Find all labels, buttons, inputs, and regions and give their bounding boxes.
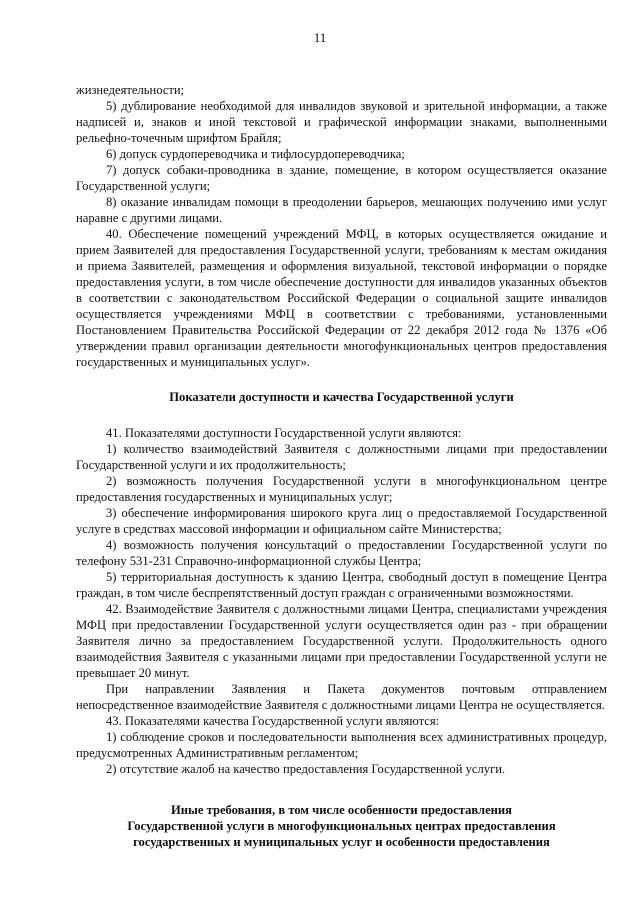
paragraph-item-8: 8) оказание инвалидам помощи в преодолении барьеров, мешающих получению ими услуг наравне с другими лицами. bbox=[76, 195, 607, 225]
section-heading-access-quality: Показатели доступности и качества Государственной услуги bbox=[169, 390, 514, 404]
paragraph-42-postal: При направлении Заявления и Пакета документов почтовым отправлением непосредственное взаимодействие Заявителя с должностными лицами Центра не осуществляется. bbox=[76, 682, 607, 712]
heading-line: Иные требования, в том числе особенности предоставления bbox=[171, 803, 512, 817]
paragraph-43: 43. Показателями качества Государственной услуги являются: bbox=[106, 714, 440, 728]
heading-line: государственных и муниципальных услуг и особенности предоставления bbox=[133, 835, 550, 849]
paragraph-42: 42. Взаимодействие Заявителя с должностными лицами Центра, специалистами учреждения МФЦ при предоставлении Государственной услуги осуществляется один раз - при обращении Заявителя лично за предоставлением Государственной услуги. Продолжительность одного взаимодействия Заявителя с указанными лицами при предоставлении Государственной услуги не превышает 20 минут. bbox=[76, 602, 607, 680]
heading-line: Государственной услуги в многофункциональных центрах предоставления bbox=[127, 819, 556, 833]
paragraph-41: 41. Показателями доступности Государственной услуги являются: bbox=[106, 426, 462, 440]
paragraph-41-item-2: 2) возможность получения Государственной услуги в многофункциональном центре предоставления государственных и муниципальных услуг; bbox=[76, 474, 607, 504]
paragraph-continuation: жизнедеятельности; bbox=[76, 83, 185, 97]
paragraph-40: 40. Обеспечение помещений учреждений МФЦ, в которых осуществляется ожидание и прием Заявителей для предоставления Государственной услуги, требованиям к местам ожидания и приема Заявителей, размещения и оформления визуальной, текстовой информации о порядке предоставления услуги, в том числе обеспечение доступности для инвалидов указанных объектов в соответствии с законодательством Российской Федерации о социальной защите инвалидов осуществляется учреждениями МФЦ в соответствии с требованиями, установленными Постановлением Правительства Российской Федерации от 22 декабря 2012 года № 1376 «Об утверждении правил организации деятельности многофункциональных центров предоставления государственных и муниципальных услуг». bbox=[76, 227, 607, 369]
paragraph-item-6: 6) допуск сурдопереводчика и тифлосурдопереводчика; bbox=[106, 147, 405, 161]
document-body bbox=[76, 82, 607, 850]
paragraph-43-item-2: 2) отсутствие жалоб на качество предоставления Государственной услуги. bbox=[106, 762, 506, 776]
paragraph-item-7: 7) допуск собаки-проводника в здание, помещение, в котором осуществляется оказание Государственной услуги; bbox=[76, 163, 607, 193]
paragraph-item-5: 5) дублирование необходимой для инвалидов звуковой и зрительной информации, а также надписей и, знаков и иной текстовой и графической информации знаками, выполненными рельефно-точечным шрифтом Брайля; bbox=[76, 99, 607, 145]
section-heading-other-requirements bbox=[76, 802, 607, 850]
paragraph-41-item-3: 3) обеспечение информирования широкого круга лиц о предоставляемой Государственной услуге в средствах массовой информации и официальном сайте Министерства; bbox=[76, 506, 607, 536]
page-number: 11 bbox=[313, 30, 327, 45]
paragraph-41-item-5: 5) территориальная доступность к зданию Центра, свободный доступ в помещение Центра граждан, в том числе беспрепятственный доступ граждан с ограниченными возможностями. bbox=[76, 570, 607, 600]
paragraph-41-item-1: 1) количество взаимодействий Заявителя с должностными лицами при предоставлении Государственной услуги и их продолжительность; bbox=[76, 442, 607, 472]
paragraph-43-item-1: 1) соблюдение сроков и последовательности выполнения всех административных процедур, предусмотренных Административным регламентом; bbox=[76, 730, 607, 760]
paragraph-41-item-4: 4) возможность получения консультаций о предоставлении Государственной услуги по телефону 531-231 Справочно-информационной службы Центра; bbox=[76, 538, 607, 568]
